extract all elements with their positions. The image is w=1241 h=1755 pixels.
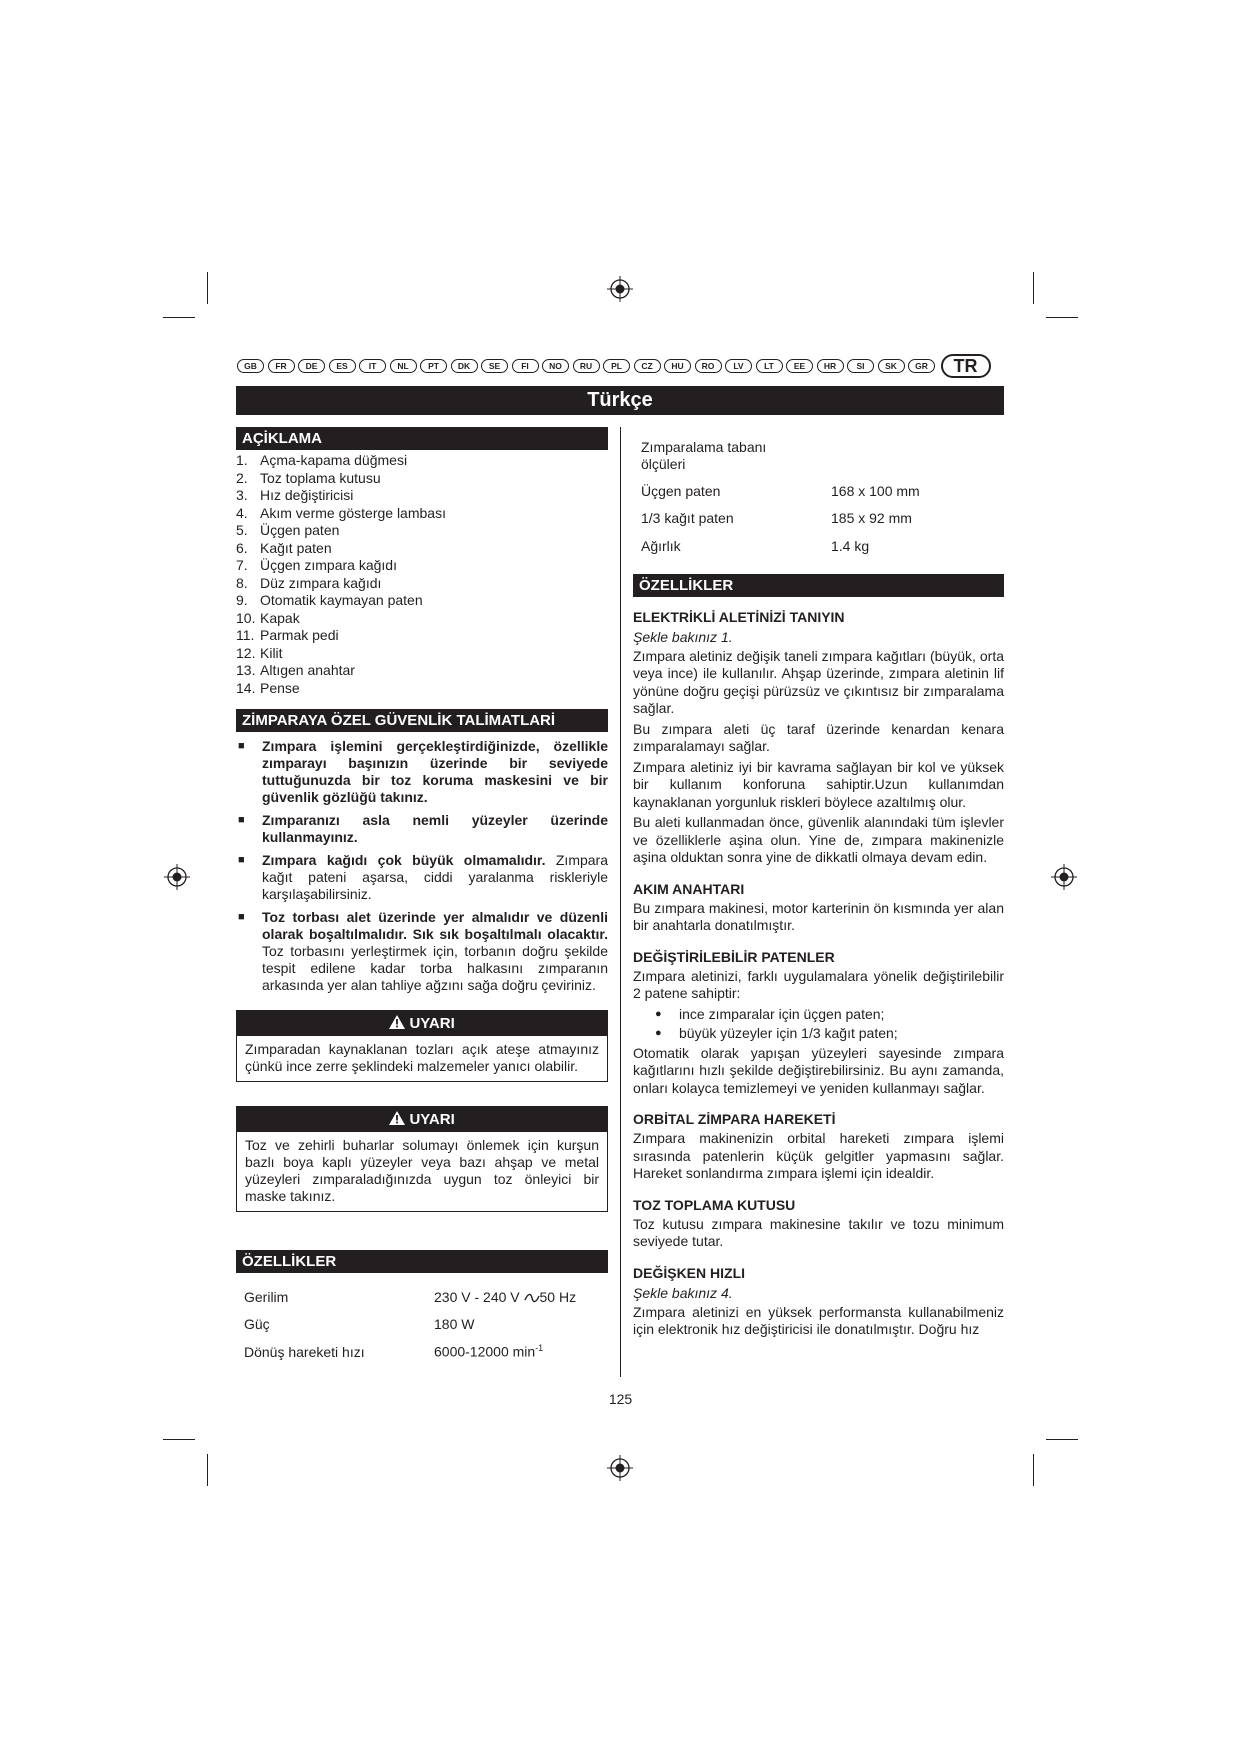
- subheading: DEĞİŞKEN HIZLI: [633, 1264, 746, 1281]
- lang-badge-de: DE: [298, 359, 325, 373]
- list-item: 8. Düz zımpara kağıdı: [236, 574, 382, 591]
- lang-badge-lt: LT: [756, 359, 783, 373]
- list-item: 5. Üçgen paten: [236, 522, 340, 538]
- table-row: Dönüş hareketi hızı 6000-12000 $\min^{-1}$: [244, 1343, 544, 1361]
- square-bullet-icon: ■: [238, 814, 245, 826]
- lang-badge-lv: LV: [725, 359, 752, 373]
- list-item: 11. Parmak pedi: [236, 627, 339, 643]
- lang-badge-current: TR: [941, 354, 991, 378]
- subheading: ELEKTRİKLİ ALETİNİZİ TANIYIN: [633, 608, 845, 625]
- registration-mark-icon: [606, 1454, 634, 1482]
- lang-badge-hu: HU: [664, 359, 691, 373]
- paragraph: Otomatik olarak yapışan yüzeyleri sayesinde zımpara kağıtlarını hızlı şekilde değiştirebilirsiniz. Bu aynı zamanda, onları kolayca temizlemeyi ve yeniden kullanmayı sağlar.: [633, 1044, 1004, 1096]
- section-heading-aciklama: AÇİKLAMA: [236, 427, 608, 450]
- list-item: ● ince zımparalar için üçgen paten;: [655, 1005, 885, 1022]
- subheading: TOZ TOPLAMA KUTUSU: [633, 1196, 796, 1213]
- parts-list: [236, 452, 608, 697]
- lang-badge-pl: PL: [603, 359, 630, 373]
- paragraph: Zımpara makinenizin orbital hareketi zımpara işlemi sırasında patenlerin küçük gelgitler yapmasını sağlar. Hareket sonlandırma zımpara işlemi için idealdir.: [633, 1130, 1004, 1181]
- table-row: Üçgen paten 168 x 100 mm: [641, 482, 920, 499]
- lang-badge-fr: FR: [268, 359, 295, 373]
- section-heading-specs: ÖZELLİKLER: [236, 1250, 608, 1273]
- page-number: 125: [608, 1391, 633, 1407]
- paragraph: Bu zımpara makinesi, motor karterinin ön kısmında yer alan bir anahtarla donatılmıştır.: [633, 899, 1004, 933]
- square-bullet-icon: ■: [238, 740, 245, 752]
- left-column: [236, 427, 608, 1366]
- crop-mark: [207, 272, 208, 304]
- list-item: 9. Otomatik kaymayan paten: [236, 592, 423, 608]
- crop-mark: [1033, 272, 1034, 304]
- lang-badge-se: SE: [481, 359, 508, 373]
- warning-box: [236, 1106, 608, 1212]
- specs-table-continued: [633, 439, 1004, 560]
- table-row: 1/3 kağıt paten 185 x 92 mm: [641, 510, 912, 527]
- registration-mark-icon: [163, 863, 191, 891]
- registration-mark-icon: [606, 275, 634, 303]
- section-heading-features: ÖZELLİKLER: [633, 574, 1004, 597]
- list-item: 12. Kilit: [236, 644, 283, 661]
- list-item: ■ Zımparanızı asla nemli yüzeyler üzerinde kullanmayınız.: [238, 812, 608, 845]
- lang-badge-dk: DK: [451, 359, 478, 373]
- paten-list: [633, 1005, 1004, 1043]
- warning-heading: UYARI: [237, 1011, 607, 1036]
- page-title: Türkçe: [236, 386, 1004, 415]
- right-column: [633, 427, 1004, 1339]
- bullet-dot-icon: ●: [655, 1026, 662, 1039]
- warning-box: [236, 1010, 608, 1082]
- list-item: 13. Altıgen anahtar: [236, 662, 355, 678]
- crop-mark: [163, 317, 195, 318]
- lang-badge-ro: RO: [695, 359, 722, 373]
- lang-badge-it: IT: [359, 359, 386, 373]
- lang-badge-nl: NL: [390, 359, 417, 373]
- list-item: ■ Toz torbası alet üzerinde yer almalıdır ve düzenli olarak boşaltılmalıdır. Sık sık boşaltılmalı olacaktır. Toz torbasını yerleştirmek için, torbanın doğru şekilde tespit edilene kadar torba halkasını zımparanın arkasında yer alan tahliye ağzını sağa doğru çeviriniz.: [238, 909, 608, 993]
- list-item: ● büyük yüzeyler için 1/3 kağıt paten;: [655, 1024, 898, 1041]
- paragraph: Zımpara aletinizi, farklı uygulamalara yönelik değiştirilebilir 2 patene sahiptir:: [633, 967, 1004, 1001]
- lang-badge-gb: GB: [237, 359, 264, 373]
- lang-badge-si: SI: [847, 359, 874, 373]
- list-item: 6. Kağıt paten: [236, 539, 332, 556]
- table-row: Ağırlık 1.4 kg: [641, 537, 870, 554]
- warning-heading: UYARI: [237, 1107, 607, 1132]
- list-item: 7. Üçgen zımpara kağıdı: [236, 557, 397, 573]
- paragraph: Zımpara aletinizi en yüksek performansta kullanabilmeniz için elektronik hız değiştiricisi ile donatılmıştır. Doğru hız: [633, 1303, 1004, 1337]
- list-item: 4. Akım verme gösterge lambası: [236, 504, 446, 521]
- lang-badge-sk: SK: [878, 359, 905, 373]
- paragraph: Bu zımpara aleti üç taraf üzerinde kenardan kenara zımparalamayı sağlar.: [633, 720, 1004, 754]
- language-bar: [237, 354, 1007, 378]
- crop-mark: [1033, 1454, 1034, 1486]
- warning-text: Zımparadan kaynaklanan tozları açık ateşe atmayınız çünkü ince zerre şeklindeki malzemeler yanıcı olabilir.: [245, 1041, 599, 1074]
- table-row: Zımparalama tabanı ölçüleri: [641, 439, 767, 472]
- figure-reference: Şekle bakınız 1.: [633, 628, 733, 645]
- list-item: 10. Kapak: [236, 609, 300, 626]
- ac-tilde-icon: [524, 1293, 540, 1303]
- lang-badge-no: NO: [542, 359, 569, 373]
- list-item: ■ Zımpara işlemini gerçekleştirdiğinizde, özellikle zımparayı başınızın üzerinde bir seviyede tuttuğunuzda bir toz koruma maskesini ve bir güvenlik gözlüğü takınız.: [238, 738, 608, 805]
- paragraph: Bu aleti kullanmadan önce, güvenlik alanındaki tüm işlevler ve özelliklerle aşina olun. Yine de, zımpara makinenizle aşina olduktan sonra yine de dikkatli olmaya devam edin.: [633, 814, 1004, 865]
- subheading: AKIM ANAHTARI: [633, 880, 745, 897]
- list-item: ■ Zımpara kağıdı çok büyük olmamalıdır. Zımpara kağıt pateni aşarsa, ciddi yaralanma riskleriyle karşılaşabilirsiniz.: [238, 852, 609, 902]
- lang-badge-cz: CZ: [634, 359, 661, 373]
- square-bullet-icon: ■: [238, 911, 245, 923]
- lang-badge-ru: RU: [573, 359, 600, 373]
- square-bullet-icon: ■: [238, 854, 245, 866]
- registration-mark-icon: [1050, 863, 1078, 891]
- lang-badge-pt: PT: [420, 359, 447, 373]
- paragraph: Zımpara aletiniz iyi bir kavrama sağlayan bir kol ve yüksek bir kullanım konforuna sahiptir.Uzun kullanımdan kaynaklanan yorgunluk riskleri böylece azaltılmış olur.: [633, 758, 1004, 810]
- crop-mark: [163, 1439, 195, 1440]
- list-item: 1. Açma-kapama düğmesi: [236, 452, 408, 468]
- warning-triangle-icon: [389, 1015, 405, 1029]
- specs-table: [236, 1283, 608, 1366]
- paragraph: Toz kutusu zımpara makinesine takılır ve tozu minimum seviyede tutar.: [633, 1215, 1004, 1249]
- lang-badge-fi: FI: [512, 359, 539, 373]
- lang-badge-es: ES: [329, 359, 356, 373]
- warning-triangle-icon: [389, 1111, 405, 1125]
- lang-badge-hr: HR: [817, 359, 844, 373]
- crop-mark: [1046, 317, 1078, 318]
- section-heading-safety: ZİMPARAYA ÖZEL GÜVENLİK TALİMATLARİ: [236, 709, 608, 732]
- lang-badge-gr: GR: [908, 359, 935, 373]
- list-item: 14. Pense: [236, 679, 300, 696]
- warning-text: Toz ve zehirli buharlar solumayı önlemek için kurşun bazlı boya kaplı yüzeyler veya bazı ahşap ve metal yüzeyleri zımparaladığınızda uygun toz önleyici bir maske takınız.: [245, 1137, 599, 1204]
- crop-mark: [1046, 1439, 1078, 1440]
- table-row: Gerilim 230 V - 240 V 50 Hz: [244, 1288, 577, 1305]
- table-row: Güç 180 W: [244, 1316, 475, 1333]
- subheading: DEĞİŞTİRİLEBİLİR PATENLER: [633, 948, 835, 965]
- bullet-dot-icon: ●: [655, 1007, 662, 1020]
- column-divider: [620, 427, 621, 1377]
- crop-mark: [207, 1454, 208, 1486]
- paragraph: Zımpara aletiniz değişik taneli zımpara kağıtları (büyük, orta veya ince) ile kullanılır. Ahşap üzerinde, zımpara aletinin lif yönüne doğru geçişi pürüzsüz ve çıkıntısız bir zımparalama sağlar.: [633, 647, 1004, 716]
- figure-reference: Şekle bakınız 4.: [633, 1284, 733, 1301]
- subheading: ORBİTAL ZİMPARA HAREKETİ: [633, 1111, 836, 1127]
- lang-badge-ee: EE: [786, 359, 813, 373]
- list-item: 3. Hız değiştiricisi: [236, 487, 354, 503]
- safety-list: [236, 738, 608, 994]
- list-item: 2. Toz toplama kutusu: [236, 469, 381, 486]
